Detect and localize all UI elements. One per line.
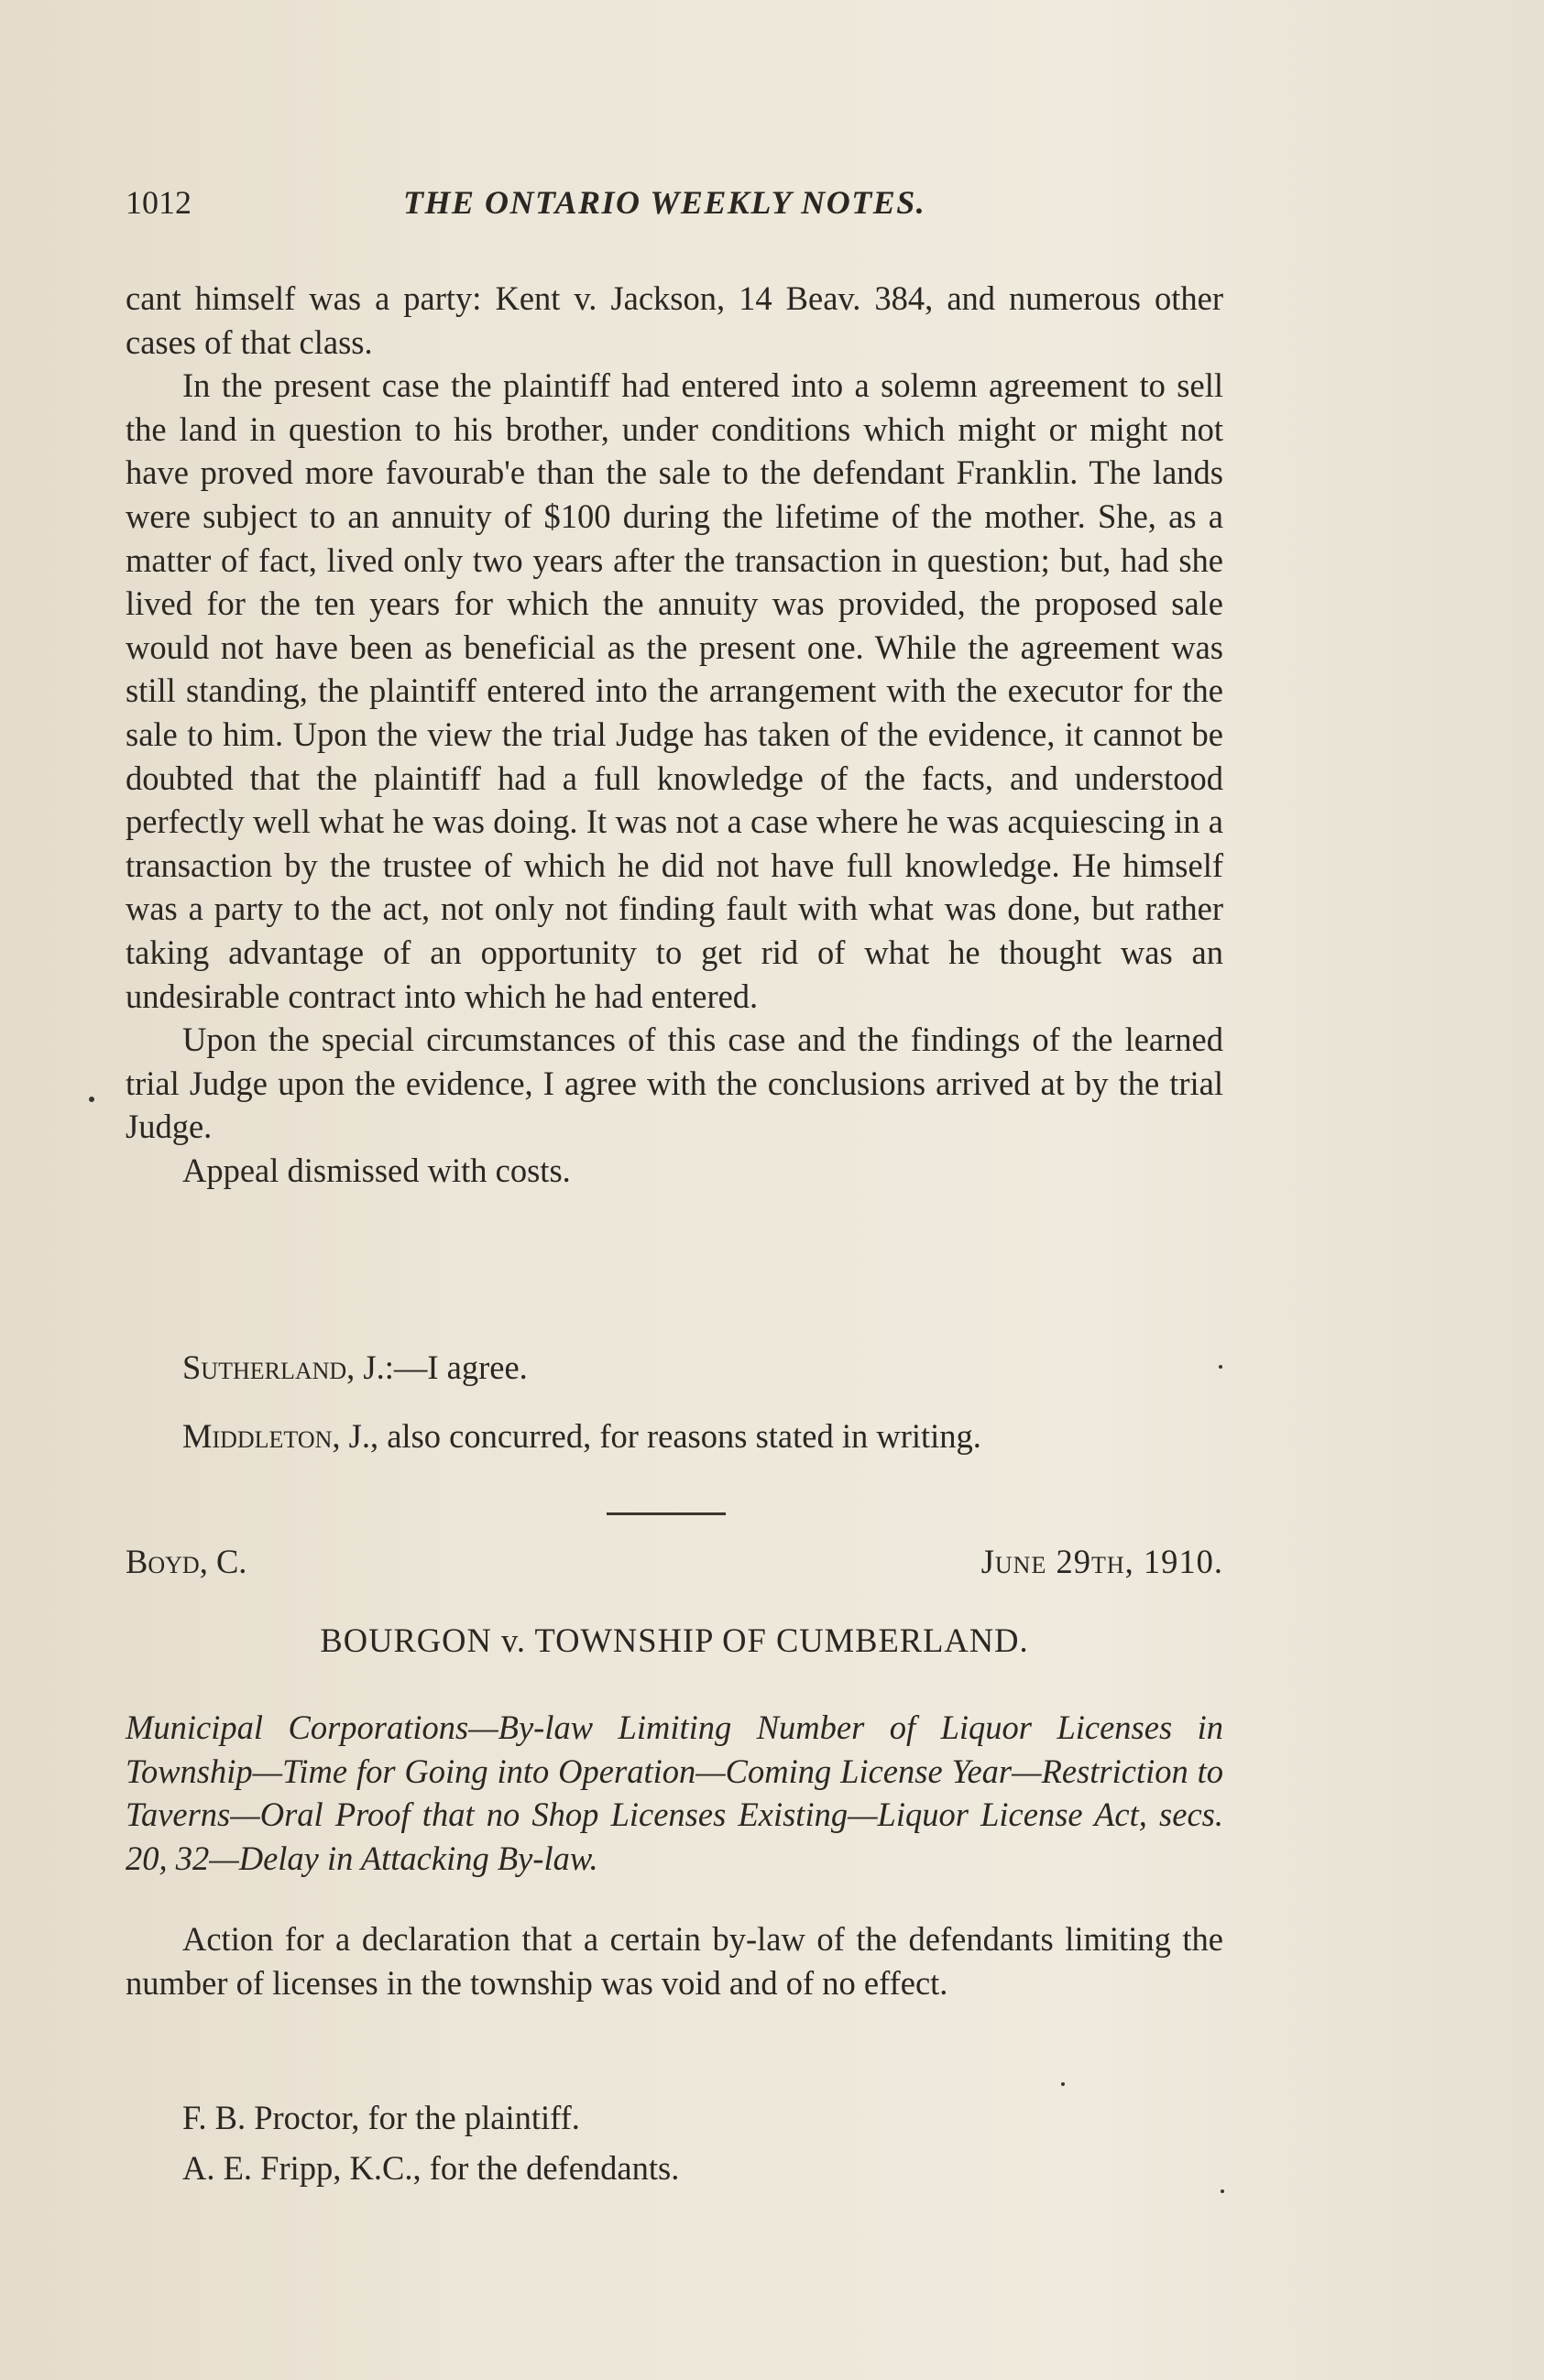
headnote [126,1706,1223,1880]
page-header [126,183,1223,231]
action-text: Action for a declaration that a certain by-law of the defendants limiting the number of licenses in the township was void and of no effect. [126,1920,1223,2002]
running-title: THE ONTARIO WEEKLY NOTES. [403,184,926,221]
counsel-defendants: A. E. Fripp, K.C., for the defendants. [182,2149,680,2187]
sutherland-name: Sutherland [182,1348,347,1386]
ink-speck [89,1097,94,1102]
paragraph-disposition: Appeal dismissed with costs. [182,1151,571,1189]
case-title: BOURGON v. TOWNSHIP OF CUMBERLAND. [320,1621,1029,1659]
ink-speck [1221,2189,1224,2193]
middleton-name: Middleton [182,1417,333,1455]
counsel-plaintiff: F. B. Proctor, for the plaintiff. [182,2099,580,2136]
middleton-opinion [182,1416,981,1456]
ink-speck [1061,2082,1065,2086]
paragraph-conclusion: Upon the special circumstances of this case and the findings of the learned trial Judge upon the evidence, I agree with the conclusions arrived at by the trial Judge. [126,1021,1223,1146]
action-description [126,1917,1223,2004]
ink-speck [1219,1365,1222,1369]
sutherland-text: , J.:—I agree. [346,1348,528,1386]
page-number: 1012 [126,184,192,221]
section-divider [607,1512,726,1515]
sutherland-opinion [182,1348,528,1387]
headnote-text: Municipal Corporations—By-law Limiting Number of Liquor Licenses in Township—Time for Going into Operation—Coming License Year—Restriction to Taverns—Oral Proof that no Shop Licenses Existing—Liquor License Act, secs. 20, 32—Delay in Attacking By-law. [126,1709,1223,1877]
body-text [126,277,1223,1192]
paragraph-main: In the present case the plaintiff had entered into a solemn agreement to sell the land in question to his brother, under conditions which might or might not have proved more favourab'e than the sale to the defendant Franklin. The lands were subject to an annuity of $100 during the lifetime of the mother. She, as a matter of fact, lived only two years after the transaction in question; but, had she lived for the ten years for which the annuity was provided, the proposed sale would not have been as beneficial as the present one. While the agreement was still standing, the plaintiff entered into the arrangement with the executor for the sale to him. Upon the view the trial Judge has taken of the evidence, it cannot be doubted that the plaintiff had a full knowledge of the facts, and understood perfectly well what he was doing. It was not a case where he was acquiescing in a transaction by the trustee of which he did not have full knowledge. He himself was a party to the act, not only not finding fault with what was done, but rather taking advantage of an opportunity to get rid of what he thought was an undesirable contract into which he had entered. [126,366,1223,1015]
paragraph-continuation: cant himself was a party: Kent v. Jackson, 14 Beav. 384, and numerous other cases of that class. [126,279,1223,361]
decision-date: June 29th, 1910. [980,1543,1223,1580]
middleton-text: , J., also concurred, for reasons stated in writing. [332,1417,981,1455]
judge-name: Boyd, C. [126,1543,247,1580]
